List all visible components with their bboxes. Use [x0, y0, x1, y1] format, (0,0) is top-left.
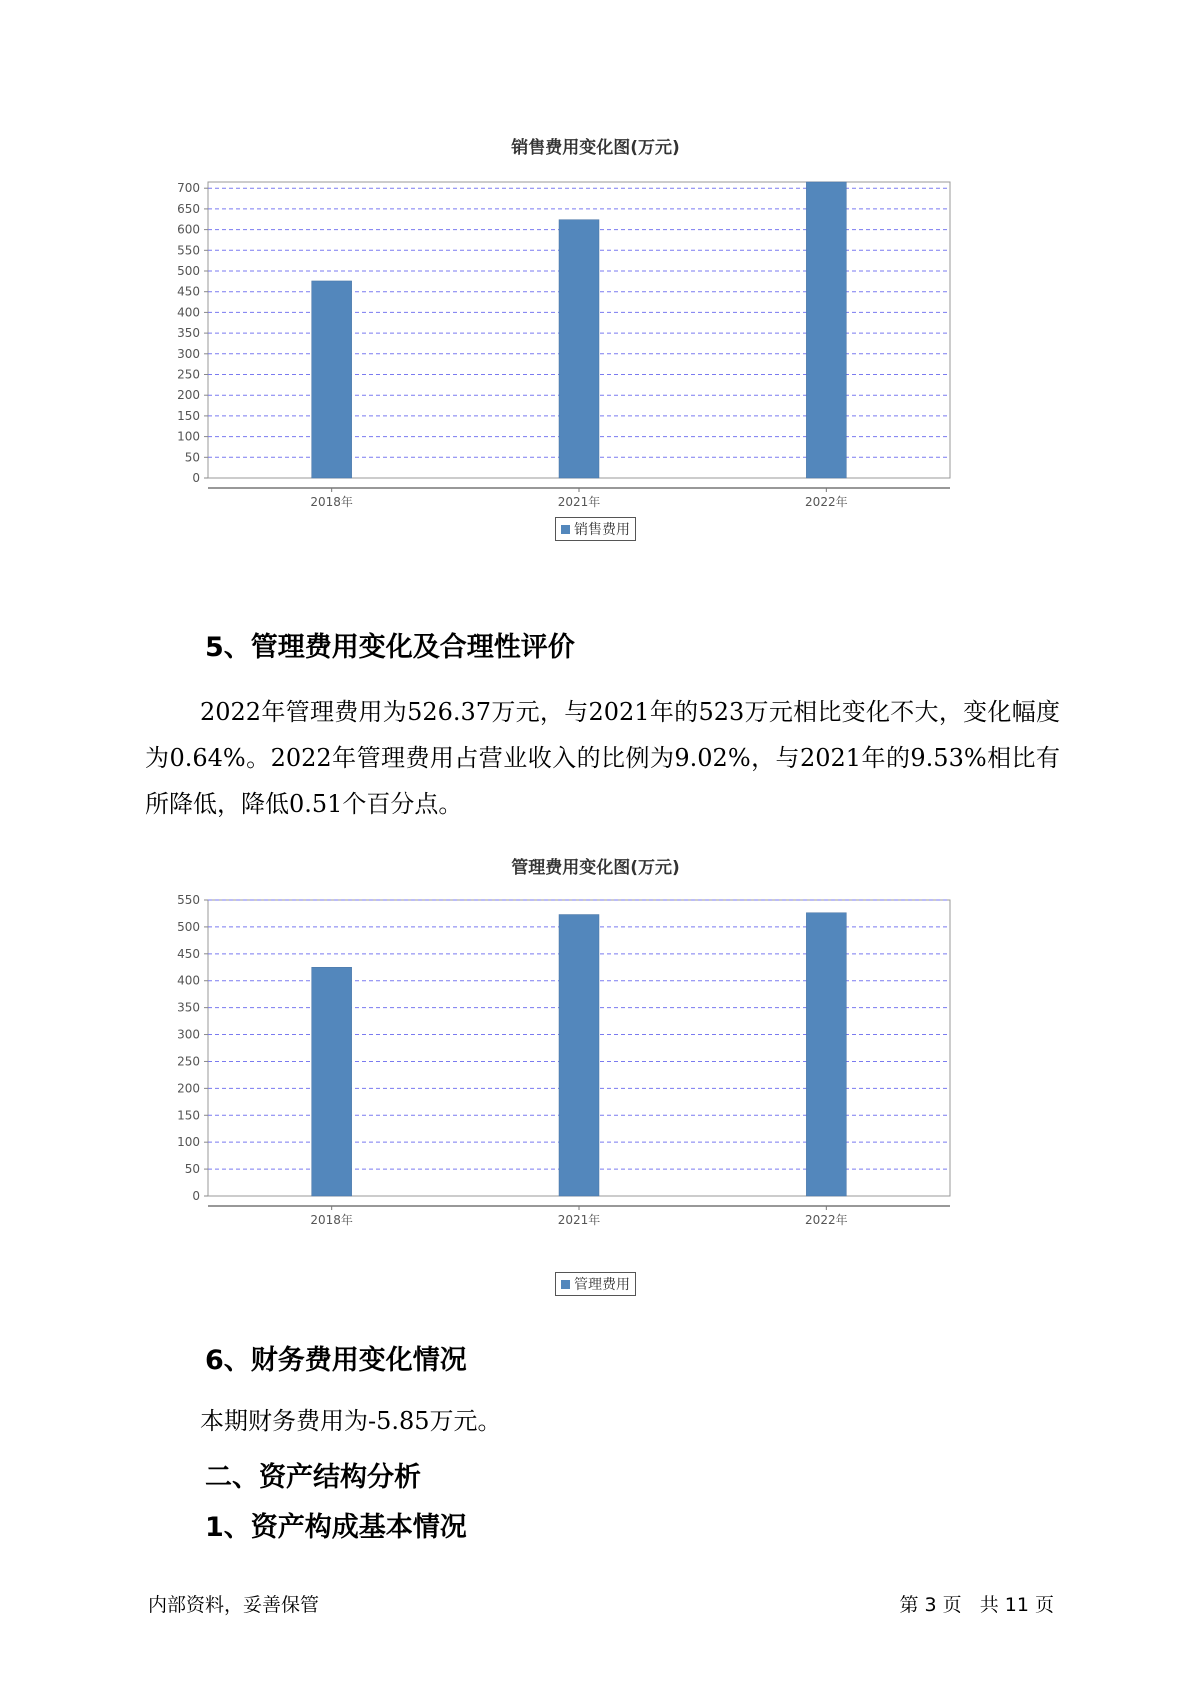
y-tick-label: 200 [177, 1081, 200, 1096]
y-tick-label: 100 [177, 1135, 200, 1150]
y-tick-label: 200 [177, 388, 200, 403]
paragraph-management-expense: 2022年管理费用为526.37万元，与2021年的523万元相比变化不大，变化幅度为0.64%。2022年管理费用占营业收入的比例为9.02%，与2021年的9.53%相比有所降低，降低0.51个百分点。 [145, 698, 1060, 818]
y-tick-label: 0 [192, 1189, 200, 1203]
bar-2022年 [806, 913, 846, 1196]
x-tick-label: 2022年 [805, 1213, 848, 1227]
section-heading-5: 5、管理费用变化及合理性评价 [205, 632, 575, 663]
footer-page-number: 第 3 页 共 11 页 [899, 1594, 1054, 1616]
x-tick-label: 2021年 [557, 1213, 601, 1227]
y-tick-label: 250 [177, 1054, 200, 1069]
legend-swatch [561, 1280, 570, 1289]
y-tick-label: 450 [177, 946, 200, 961]
legend-label: 管理费用 [574, 1277, 630, 1293]
y-tick-label: 150 [177, 408, 200, 423]
y-tick-label: 350 [177, 1000, 200, 1015]
y-tick-label: 550 [177, 893, 200, 907]
chart-legend-sales-expense [555, 517, 636, 541]
x-tick-label: 2018年 [310, 1213, 353, 1227]
y-tick-label: 300 [177, 346, 200, 361]
management-expense-chart [150, 888, 1020, 1233]
bar-2022年 [806, 182, 846, 478]
chart-legend-management-expense [555, 1272, 636, 1296]
y-tick-label: 700 [177, 181, 200, 196]
y-tick-label: 600 [177, 222, 200, 237]
y-tick-label: 250 [177, 367, 200, 382]
y-tick-label: 650 [177, 201, 200, 216]
paragraph-finance-expense: 本期财务费用为-5.85万元。 [200, 1407, 502, 1435]
y-tick-label: 50 [184, 1162, 200, 1177]
y-tick-label: 450 [177, 284, 200, 299]
sales-expense-chart [150, 170, 1020, 515]
section-heading-asset-composition: 1、资产构成基本情况 [205, 1512, 467, 1543]
y-tick-label: 50 [184, 450, 200, 465]
y-tick-label: 400 [177, 305, 200, 320]
y-tick-label: 400 [177, 973, 200, 988]
x-tick-label: 2021年 [557, 495, 601, 509]
x-tick-label: 2018年 [310, 495, 353, 509]
y-tick-label: 500 [177, 264, 200, 279]
y-tick-label: 500 [177, 919, 200, 934]
chart-title-management-expense: 管理费用变化图(万元) [511, 858, 680, 878]
y-tick-label: 0 [192, 471, 200, 485]
y-tick-label: 150 [177, 1108, 200, 1123]
y-tick-label: 350 [177, 326, 200, 341]
legend-label: 销售费用 [574, 522, 630, 538]
footer-confidential-note: 内部资料，妥善保管 [148, 1594, 320, 1616]
section-heading-6: 6、财务费用变化情况 [205, 1345, 467, 1376]
bar-2018年 [312, 967, 352, 1196]
x-tick-label: 2022年 [805, 495, 848, 509]
y-tick-label: 100 [177, 429, 200, 444]
y-tick-label: 300 [177, 1027, 200, 1042]
legend-swatch [561, 525, 570, 534]
chart-title-sales-expense: 销售费用变化图(万元) [511, 138, 680, 158]
y-tick-label: 550 [177, 243, 200, 258]
bar-2018年 [312, 281, 352, 478]
part-heading-asset-structure: 二、资产结构分析 [205, 1462, 421, 1493]
bar-2021年 [559, 915, 599, 1196]
bar-2021年 [559, 220, 599, 478]
